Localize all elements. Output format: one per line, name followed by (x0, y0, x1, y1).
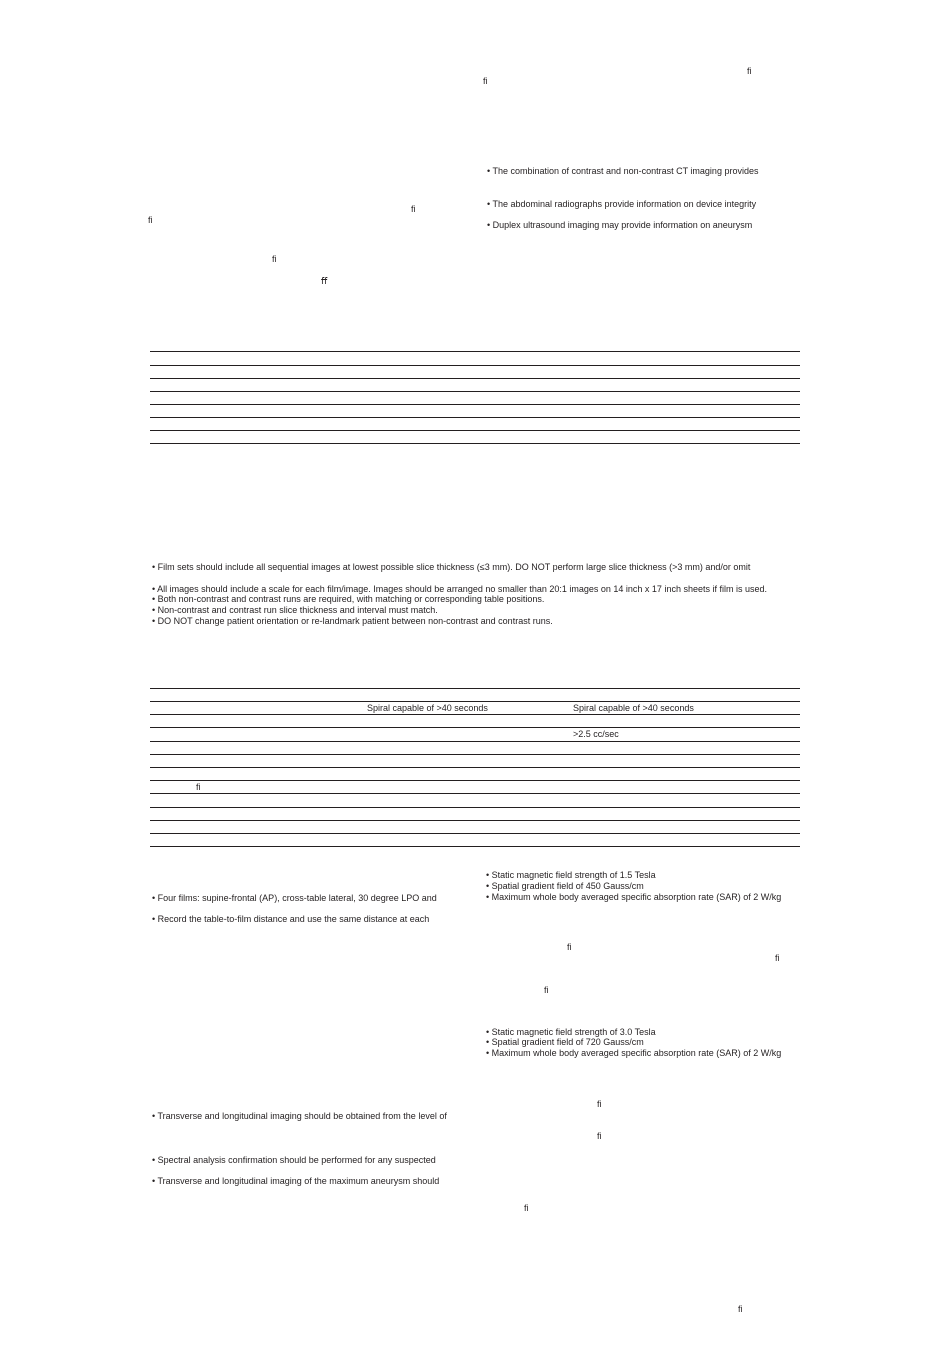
bullet-slice-match: • Non-contrast and contrast run slice thickness and interval must match. (152, 605, 438, 615)
table-rule (150, 688, 800, 689)
bullet-four-films: • Four films: supine-frontal (AP), cross-table lateral, 30 degree LPO and (152, 893, 437, 903)
ligature-fi: ﬁ (738, 1304, 743, 1314)
table-rule (150, 443, 800, 444)
table-rule (150, 793, 800, 794)
bullet-gradient-450: • Spatial gradient field of 450 Gauss/cm (486, 881, 644, 891)
ligature-fi: ﬁ (411, 204, 416, 214)
bullet-contrast-ct: • The combination of contrast and non-contrast CT imaging provides (487, 166, 759, 176)
table-rule (150, 417, 800, 418)
bullet-spectral-analysis: • Spectral analysis confirmation should be performed for any suspected (152, 1155, 436, 1165)
table-rule (150, 807, 800, 808)
bullet-sar-1: • Maximum whole body averaged specific absorption rate (SAR) of 2 W/kg (486, 892, 782, 902)
bullet-abdominal-radiographs: • The abdominal radiographs provide information on device integrity (487, 199, 757, 209)
bullet-runs-required: • Both non-contrast and contrast runs are required, with matching or corresponding table positions. (152, 594, 545, 604)
table-rule (150, 701, 800, 702)
table-rule (150, 365, 800, 366)
ligature-fi: ﬁ (148, 215, 153, 225)
bullet-gradient-720: • Spatial gradient field of 720 Gauss/cm (486, 1037, 644, 1047)
ligature-fi: ﬁ (597, 1099, 602, 1109)
ligature-fi: ﬁ (544, 985, 549, 995)
bullet-field-1-5: • Static magnetic field strength of 1.5 Tesla (486, 870, 656, 880)
table-rule (150, 820, 800, 821)
table-rule (150, 727, 800, 728)
ligature-fi: ﬁ (597, 1131, 602, 1141)
bullet-table-to-film: • Record the table-to-film distance and use the same distance at each (152, 914, 430, 924)
ligature-ff: ﬀ (321, 276, 328, 286)
table-rule (150, 351, 800, 352)
ligature-fi: ﬁ (747, 66, 752, 76)
table-rule (150, 404, 800, 405)
ligature-fi: ﬁ (567, 942, 572, 952)
table-rule (150, 430, 800, 431)
ligature-fi: ﬁ (483, 76, 488, 86)
bullet-field-3-0: • Static magnetic field strength of 3.0 Tesla (486, 1027, 656, 1037)
bullet-sar-2: • Maximum whole body averaged specific absorption rate (SAR) of 2 W/kg (486, 1048, 782, 1058)
table-rule (150, 846, 800, 847)
bullet-maximum-aneurysm: • Transverse and longitudinal imaging of the maximum aneurysm should (152, 1176, 440, 1186)
ligature-fi: ﬁ (524, 1203, 529, 1213)
table-rule (150, 714, 800, 715)
table-cell-spiral-1: Spiral capable of >40 seconds (367, 703, 488, 713)
table-rule (150, 378, 800, 379)
ligature-fi: ﬁ (775, 953, 780, 963)
table-rule (150, 767, 800, 768)
table-rule (150, 754, 800, 755)
table-rule (150, 391, 800, 392)
table-cell-injection-rate: >2.5 cc/sec (573, 729, 619, 739)
table-cell-spiral-2: Spiral capable of >40 seconds (573, 703, 694, 713)
table-rule (150, 833, 800, 834)
bullet-film-sets: • Film sets should include all sequential images at lowest possible slice thickness (≤3 mm). DO NOT perform large slice thickness (>3 mm) and/or omit (152, 562, 751, 572)
ligature-fi: ﬁ (196, 782, 201, 792)
ligature-fi: ﬁ (272, 254, 277, 264)
bullet-transverse-level: • Transverse and longitudinal imaging should be obtained from the level of (152, 1111, 447, 1121)
table-rule (150, 780, 800, 781)
bullet-orientation: • DO NOT change patient orientation or re-landmark patient between non-contrast and contrast runs. (152, 616, 553, 626)
table-rule (150, 741, 800, 742)
bullet-duplex-ultrasound: • Duplex ultrasound imaging may provide information on aneurysm (487, 220, 753, 230)
bullet-scale: • All images should include a scale for each film/image. Images should be arranged no smaller than 20:1 images on 14 inch x 17 inch sheets if film is used. (152, 584, 767, 594)
